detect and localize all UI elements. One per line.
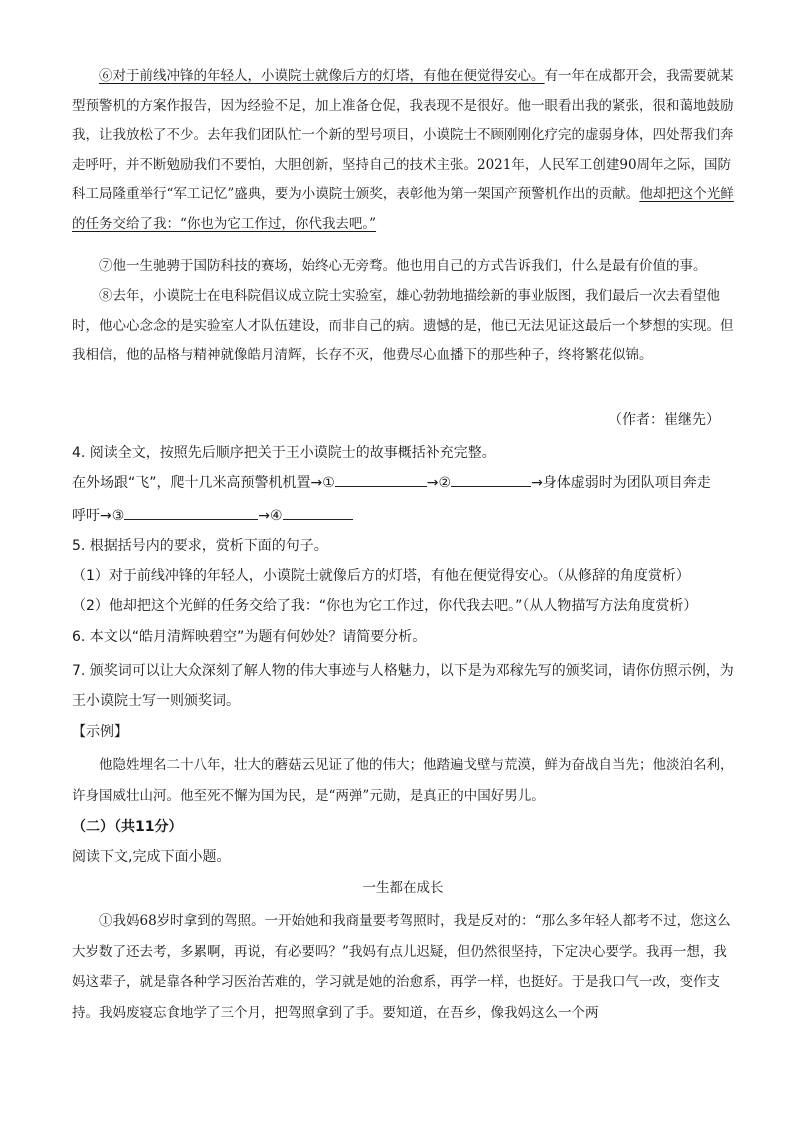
underlined-sentence-end: 他却把这个光鲜的任务交给了我：“你也为它工作过，你代我去吧。” <box>72 186 734 232</box>
answer-blank-3[interactable] <box>124 505 258 520</box>
question-7: 7. 颁奖词可以让大众深刻了解人物的伟大事迹与人格魅力，以下是为邓稼先写的颁奖词，请你仿照示例，为王小谟院士写一则颁奖词。 <box>72 663 734 709</box>
section-2-instruction: 阅读下文,完成下面小题。 <box>72 849 231 865</box>
section-2-heading: （二）（共11分） <box>72 819 183 835</box>
question-4: 4. 阅读全文，按照先后顺序把关于王小谟院士的故事概括补充完整。 <box>72 445 496 461</box>
question-5: 5. 根据括号内的要求，赏析下面的句子。 <box>72 538 328 554</box>
answer-blank-2[interactable] <box>451 472 531 487</box>
question-4-chain-line-1: 在外场跟“飞”，爬十几米高预警机机置→① →② →身体虚弱时为团队项目奔走 <box>72 470 734 496</box>
underlined-sentence: ⑥对于前线冲锋的年轻人，小谟院士就像后方的灯塔，有他在便觉得安心。 <box>99 68 545 84</box>
passage-paragraph-8: ⑧去年，小谟院士在电科院倡议成立院士实验室，雄心勃勃地描绘新的事业版图，我们最后一次去看望他时，他心心念念的是实验室人才队伍建设，而非自己的病。遗憾的是，他已无法见证这最后一个梦想的实现。但我相信，他的品格与精神就像皓月清辉，长存不灭，他费尽心血播下的那些种子，终将繁花似锦。 <box>72 288 734 363</box>
question-5-1: （1）对于前线冲锋的年轻人，小谟院士就像后方的灯塔，有他在便觉得安心。（从修辞的角度赏析） <box>72 568 690 584</box>
question-5-2: （2）他却把这个光鲜的任务交给了我：“你也为它工作过，你代我去吧。”（从人物描写方法角度赏析） <box>72 598 698 614</box>
question-4-chain-line-2: 呼吁→③ →④ <box>72 503 734 529</box>
question-6: 6. 本文以“皓月清辉映碧空”为题有何妙处？请简要分析。 <box>72 629 427 645</box>
passage-paragraph-6 <box>72 62 734 239</box>
answer-blank-4[interactable] <box>283 505 353 520</box>
article-title: 一生都在成长 <box>362 880 444 896</box>
example-text: 他隐姓埋名二十八年，壮大的蘑菇云见证了他的伟大；他踏遍戈壁与荒漠，鲜为奋战自当先；他淡泊名利，许身国威壮山河。他至死不懈为国为民，是“两弹”元勋，是真正的中国好男儿。 <box>72 757 734 804</box>
article-paragraph-1: ①我妈68岁时拿到的驾照。一开始她和我商量要考驾照时，我是反对的：“那么多年轻人都考不过，您这么大岁数了还去考，多累啊，再说，有必要吗？”我妈有点儿迟疑，但仍然很坚持，下定决心要学。我再一想，我妈这辈子，就是靠各种学习医治苦难的，学习就是她的治愈系，再学一样，也挺好。于是我口气一改，变作支持。我妈废寝忘食地学了三个月，把驾照拿到了手。要知道，在吾乡，像我妈这么一个两 <box>72 913 731 1021</box>
author-credit: （作者：崔继先） <box>608 412 720 428</box>
example-label: 【示例】 <box>72 724 128 740</box>
paragraph-body: 有一年在成都开会，我需要就某型预警机的方案作报告，因为经验不足，加上准备仓促，我表现不是很好。他一眼看出我的紧张，很和蔼地鼓励我，让我放松了不少。去年我们团队忙一个新的型号项目，小谟院士不顾刚刚化疗完的虚弱身体，四处帮我们奔走呼吁，并不断勉励我们不要怕，大胆创新，坚持自己的技术主张。2021年，人民军工创建90周年之际，国防科工局隆重举行“军工记忆”盛典，要为小谟院士颁奖，表彰他为第一架国产预警机作出的贡献。 <box>72 68 734 202</box>
passage-paragraph-7: ⑦他一生驰骋于国防科技的赛场，始终心无旁骛。他也用自己的方式告诉我们，什么是最有价值的事。 <box>99 258 707 274</box>
answer-blank-1[interactable] <box>335 472 427 487</box>
